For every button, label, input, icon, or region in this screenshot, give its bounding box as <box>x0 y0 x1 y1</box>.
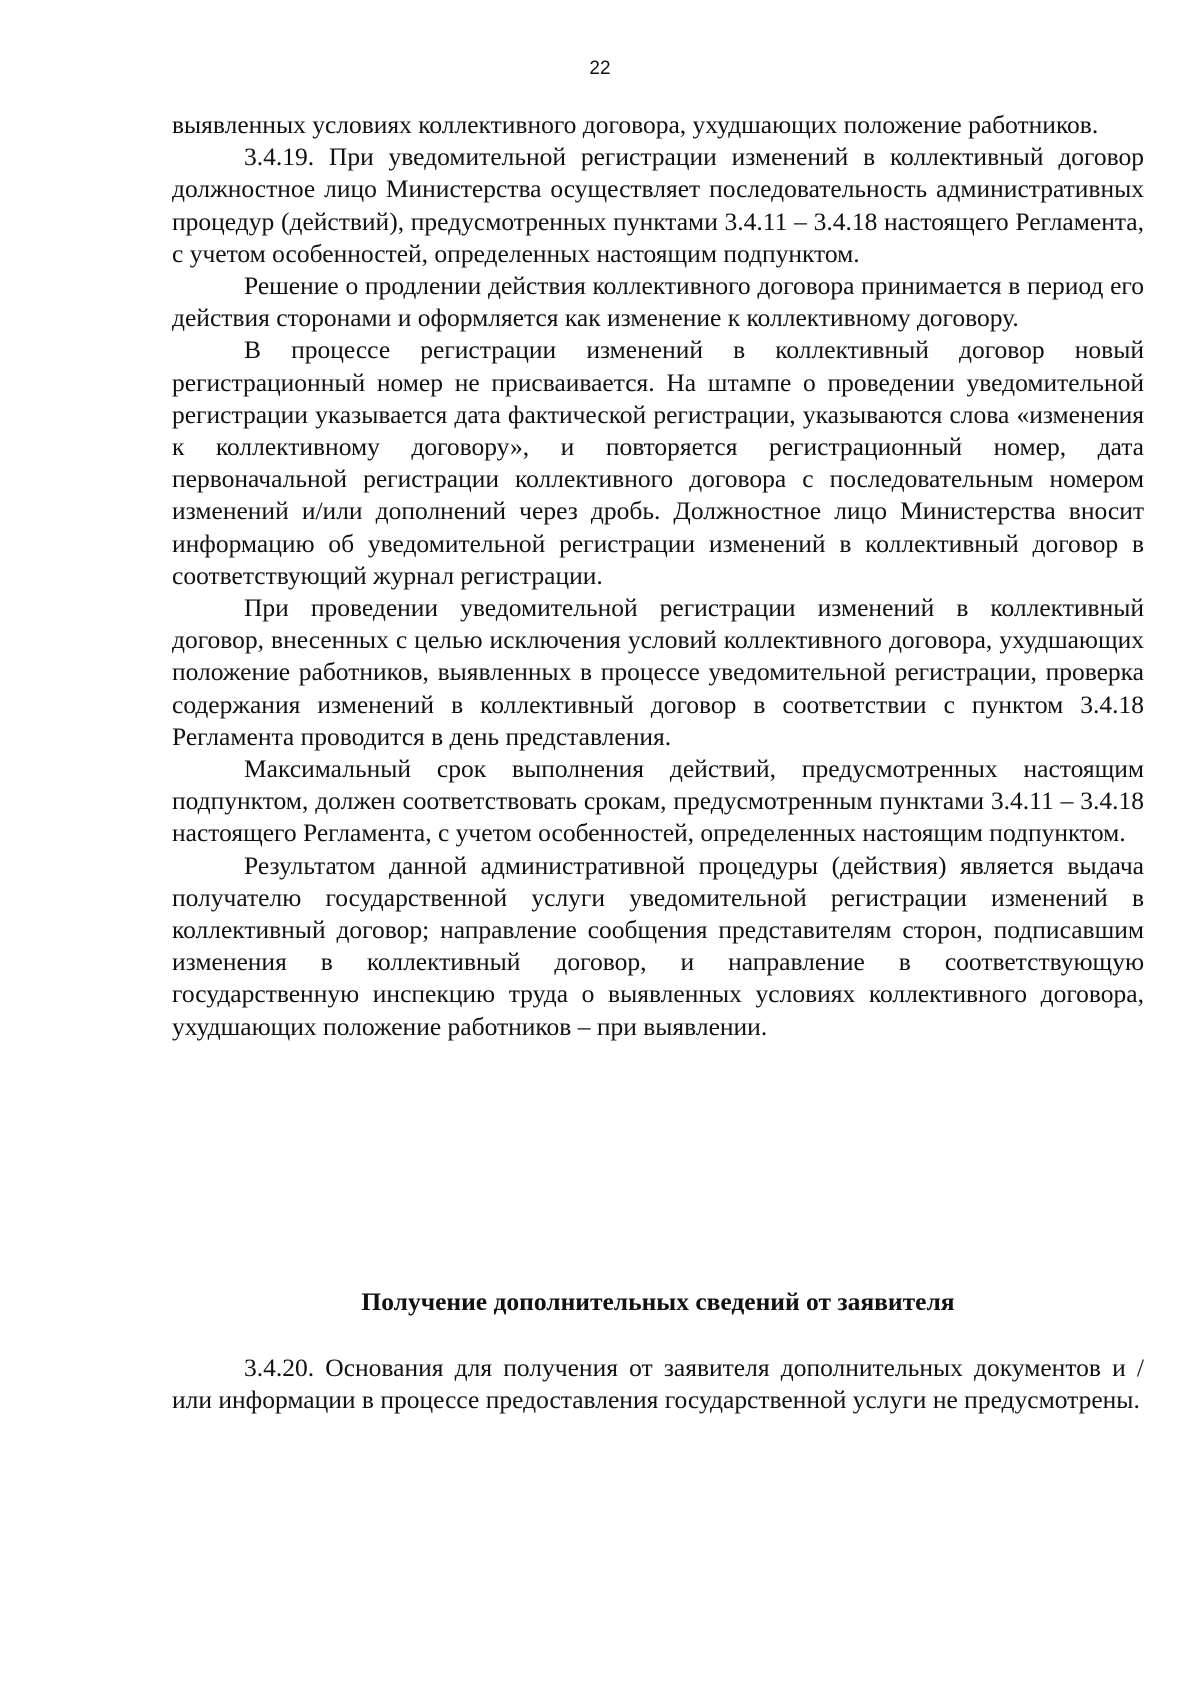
paragraph-result: Результатом данной административной процедуры (действия) является выдача получателю государственной услуги уведомительной регистрации изменений в коллективный договор; направление сообщения представителям сторон, подписавшим изменения в коллективный договор, и направление в соответствующую государственную инспекцию труда о выявленных условиях коллективного договора, ухудшающих положение работников – при выявлении. <box>172 850 1144 1041</box>
paragraph-extension-decision: Решение о продлении действия коллективного договора принимается в период его действия сторонами и оформляется как изменение к коллективному договору. <box>172 271 1144 333</box>
body-text <box>172 109 1144 1043</box>
paragraph-3-4-20: 3.4.20. Основания для получения от заявителя дополнительных документов и / или информации в процессе предоставления государственной услуги не предусмотрены. <box>172 1353 1144 1415</box>
paragraph-registration-number: В процессе регистрации изменений в коллективный договор новый регистрационный номер не присваивается. На штампе о проведении уведомительной регистрации указывается дата фактической регистрации, указываются слова «изменения к коллективному договору», и повторяется регистрационный номер, дата первоначальной регистрации коллективного договора с последовательным номером изменений и/или дополнений через дробь. Должностное лицо Министерства вносит информацию об уведомительной регистрации изменений в коллективный договор в соответствующий журнал регистрации. <box>172 335 1144 590</box>
paragraph-3-4-19: 3.4.19. При уведомительной регистрации изменений в коллективный договор должностное лицо Министерства осуществляет последовательность административных процедур (действий), предусмотренных пунктами 3.4.11 – 3.4.18 настоящего Регламента, с учетом особенностей, определенных настоящим подпунктом. <box>172 142 1144 268</box>
paragraph-change-verification: При проведении уведомительной регистрации изменений в коллективный договор, внесенных с целью исключения условий коллективного договора, ухудшающих положение работников, выявленных в процессе уведомительной регистрации, проверка содержания изменений в коллективный договор в соответствии с пунктом 3.4.18 Регламента проводится в день представления. <box>172 593 1144 751</box>
section-heading: Получение дополнительных сведений от заявителя <box>361 1287 955 1316</box>
paragraph-max-term: Максимальный срок выполнения действий, предусмотренных настоящим подпунктом, должен соответствовать срокам, предусмотренным пунктами 3.4.11 – 3.4.18 настоящего Регламента, с учетом особенностей, определенных настоящим подпунктом. <box>172 754 1144 848</box>
final-section-text <box>172 1352 1144 1416</box>
paragraph-continuation: выявленных условиях коллективного договора, ухудшающих положение работников. <box>172 110 1099 139</box>
page-number: 22 <box>589 58 611 79</box>
